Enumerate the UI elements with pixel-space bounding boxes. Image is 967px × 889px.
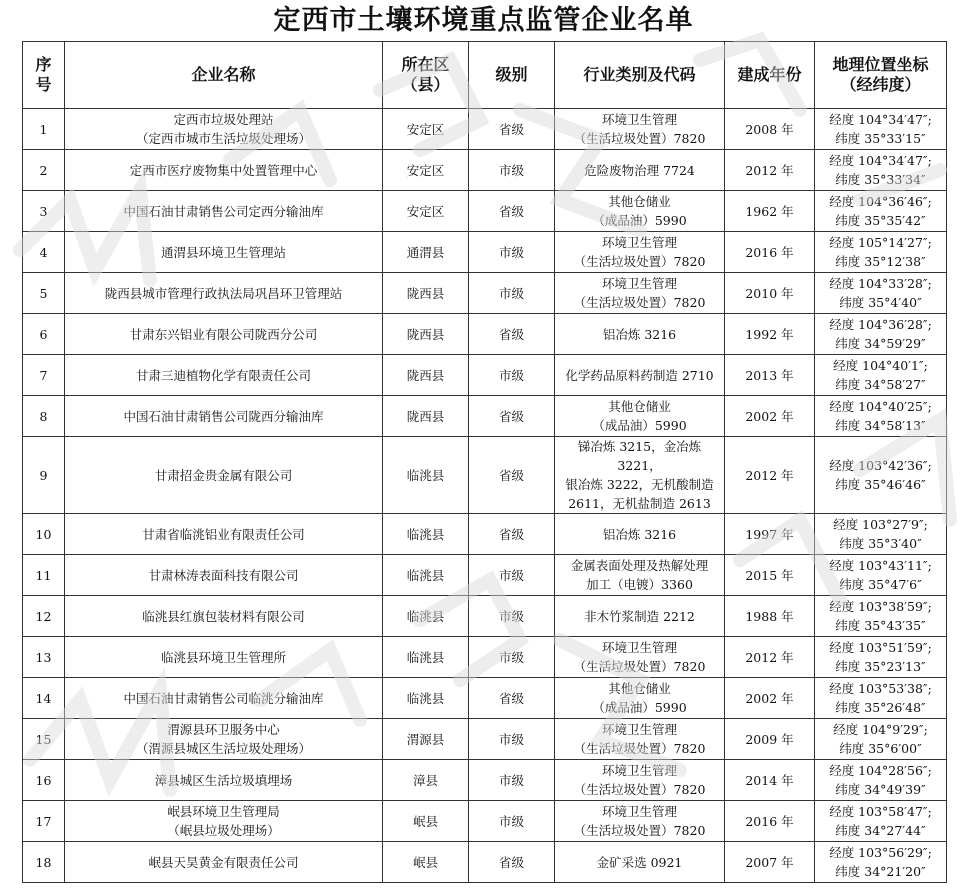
cell-seq: 13 xyxy=(23,637,65,678)
cell-district: 岷县 xyxy=(383,842,469,883)
cell-industry: 环境卫生管理 （生活垃圾处置）7820 xyxy=(555,801,725,842)
cell-name: 临洮县环境卫生管理所 xyxy=(65,637,383,678)
cell-level: 市级 xyxy=(469,232,555,273)
cell-year: 1962 年 xyxy=(725,191,815,232)
cell-year: 2016 年 xyxy=(725,801,815,842)
cell-district: 安定区 xyxy=(383,191,469,232)
cell-seq: 7 xyxy=(23,355,65,396)
cell-seq: 8 xyxy=(23,396,65,437)
cell-coords: 经度 104°40′1″; 纬度 34°58′27″ xyxy=(815,355,947,396)
cell-coords: 经度 105°14′27″; 纬度 35°12′38″ xyxy=(815,232,947,273)
cell-coords: 经度 104°34′47″; 纬度 35°33′34″ xyxy=(815,150,947,191)
cell-name: 岷县环境卫生管理局 （岷县垃圾处理场） xyxy=(65,801,383,842)
cell-name: 岷县天昊黄金有限责任公司 xyxy=(65,842,383,883)
header-seq: 序 号 xyxy=(23,42,65,109)
cell-seq: 3 xyxy=(23,191,65,232)
cell-year: 1997 年 xyxy=(725,514,815,555)
cell-level: 市级 xyxy=(469,555,555,596)
cell-coords: 经度 104°36′46″; 纬度 35°35′42″ xyxy=(815,191,947,232)
cell-seq: 16 xyxy=(23,760,65,801)
cell-district: 临洮县 xyxy=(383,678,469,719)
table-row xyxy=(23,801,947,842)
cell-level: 省级 xyxy=(469,514,555,555)
cell-seq: 2 xyxy=(23,150,65,191)
cell-seq: 10 xyxy=(23,514,65,555)
cell-year: 2010 年 xyxy=(725,273,815,314)
cell-coords: 经度 104°34′47″; 纬度 35°33′15″ xyxy=(815,109,947,150)
cell-industry: 非木竹浆制造 2212 xyxy=(555,596,725,637)
cell-level: 市级 xyxy=(469,637,555,678)
cell-industry: 环境卫生管理 （生活垃圾处置）7820 xyxy=(555,719,725,760)
cell-name: 甘肃省临洮铝业有限责任公司 xyxy=(65,514,383,555)
cell-district: 临洮县 xyxy=(383,437,469,514)
cell-industry: 环境卫生管理 （生活垃圾处置）7820 xyxy=(555,232,725,273)
cell-industry: 化学药品原料药制造 2710 xyxy=(555,355,725,396)
table-row xyxy=(23,719,947,760)
cell-year: 2014 年 xyxy=(725,760,815,801)
header-level: 级别 xyxy=(469,42,555,109)
cell-level: 市级 xyxy=(469,596,555,637)
cell-industry: 危险废物治理 7724 xyxy=(555,150,725,191)
header-year: 建成年份 xyxy=(725,42,815,109)
cell-industry: 锑冶炼 3215，金冶炼 3221， 银冶炼 3222，无机酸制造 2611，无机盐制造 2613 xyxy=(555,437,725,514)
table-row xyxy=(23,314,947,355)
cell-level: 省级 xyxy=(469,842,555,883)
cell-district: 陇西县 xyxy=(383,355,469,396)
cell-year: 2016 年 xyxy=(725,232,815,273)
enterprise-table xyxy=(22,41,947,883)
cell-district: 临洮县 xyxy=(383,514,469,555)
cell-district: 陇西县 xyxy=(383,273,469,314)
cell-coords: 经度 103°42′36″; 纬度 35°46′46″ xyxy=(815,437,947,514)
cell-year: 2012 年 xyxy=(725,150,815,191)
table-row xyxy=(23,273,947,314)
cell-level: 省级 xyxy=(469,314,555,355)
cell-district: 岷县 xyxy=(383,801,469,842)
cell-year: 2012 年 xyxy=(725,637,815,678)
cell-level: 省级 xyxy=(469,437,555,514)
cell-level: 市级 xyxy=(469,801,555,842)
cell-coords: 经度 103°58′47″; 纬度 34°27′44″ xyxy=(815,801,947,842)
table-row xyxy=(23,437,947,514)
header-industry: 行业类别及代码 xyxy=(555,42,725,109)
cell-coords: 经度 103°53′38″; 纬度 35°26′48″ xyxy=(815,678,947,719)
cell-district: 渭源县 xyxy=(383,719,469,760)
cell-seq: 1 xyxy=(23,109,65,150)
cell-coords: 经度 104°9′29″; 纬度 35°6′00″ xyxy=(815,719,947,760)
cell-level: 省级 xyxy=(469,109,555,150)
table-row xyxy=(23,637,947,678)
header-row xyxy=(23,42,947,109)
cell-seq: 11 xyxy=(23,555,65,596)
cell-name: 甘肃三迪植物化学有限责任公司 xyxy=(65,355,383,396)
cell-coords: 经度 103°27′9″; 纬度 35°3′40″ xyxy=(815,514,947,555)
table-row xyxy=(23,232,947,273)
cell-level: 市级 xyxy=(469,355,555,396)
table-row xyxy=(23,191,947,232)
table-row xyxy=(23,355,947,396)
cell-name: 定西市垃圾处理站 （定西市城市生活垃圾处理场） xyxy=(65,109,383,150)
cell-district: 安定区 xyxy=(383,109,469,150)
cell-seq: 9 xyxy=(23,437,65,514)
cell-name: 甘肃东兴铝业有限公司陇西分公司 xyxy=(65,314,383,355)
cell-coords: 经度 104°40′25″; 纬度 34°58′13″ xyxy=(815,396,947,437)
cell-level: 市级 xyxy=(469,150,555,191)
cell-industry: 其他仓储业 （成品油）5990 xyxy=(555,396,725,437)
cell-industry: 金属表面处理及热解处理 加工（电镀）3360 xyxy=(555,555,725,596)
cell-district: 陇西县 xyxy=(383,314,469,355)
cell-industry: 环境卫生管理 （生活垃圾处置）7820 xyxy=(555,273,725,314)
table-body xyxy=(23,109,947,883)
cell-name: 陇西县城市管理行政执法局巩昌环卫管理站 xyxy=(65,273,383,314)
cell-year: 2015 年 xyxy=(725,555,815,596)
table-row xyxy=(23,514,947,555)
cell-year: 2009 年 xyxy=(725,719,815,760)
cell-seq: 18 xyxy=(23,842,65,883)
header-coords: 地理位置坐标 （经纬度） xyxy=(815,42,947,109)
cell-name: 中国石油甘肃销售公司陇西分输油库 xyxy=(65,396,383,437)
cell-level: 省级 xyxy=(469,191,555,232)
table-row xyxy=(23,678,947,719)
cell-year: 2007 年 xyxy=(725,842,815,883)
cell-name: 中国石油甘肃销售公司临洮分输油库 xyxy=(65,678,383,719)
table-row xyxy=(23,396,947,437)
cell-coords: 经度 104°28′56″; 纬度 34°49′39″ xyxy=(815,760,947,801)
page-title: 定西市土壤环境重点监管企业名单 xyxy=(273,5,694,36)
table-row xyxy=(23,760,947,801)
cell-year: 1992 年 xyxy=(725,314,815,355)
cell-district: 陇西县 xyxy=(383,396,469,437)
cell-seq: 15 xyxy=(23,719,65,760)
table-row xyxy=(23,109,947,150)
cell-seq: 17 xyxy=(23,801,65,842)
cell-district: 临洮县 xyxy=(383,637,469,678)
cell-industry: 其他仓储业 （成品油）5990 xyxy=(555,678,725,719)
cell-industry: 环境卫生管理 （生活垃圾处置）7820 xyxy=(555,760,725,801)
cell-year: 2013 年 xyxy=(725,355,815,396)
cell-name: 甘肃招金贵金属有限公司 xyxy=(65,437,383,514)
cell-seq: 5 xyxy=(23,273,65,314)
cell-level: 市级 xyxy=(469,273,555,314)
cell-name: 漳县城区生活垃圾填埋场 xyxy=(65,760,383,801)
cell-name: 临洮县红旗包装材料有限公司 xyxy=(65,596,383,637)
cell-seq: 14 xyxy=(23,678,65,719)
cell-level: 省级 xyxy=(469,678,555,719)
cell-coords: 经度 104°36′28″; 纬度 34°59′29″ xyxy=(815,314,947,355)
cell-year: 2012 年 xyxy=(725,437,815,514)
cell-name: 中国石油甘肃销售公司定西分输油库 xyxy=(65,191,383,232)
cell-industry: 环境卫生管理 （生活垃圾处置）7820 xyxy=(555,637,725,678)
cell-industry: 环境卫生管理 （生活垃圾处置）7820 xyxy=(555,109,725,150)
cell-district: 临洮县 xyxy=(383,555,469,596)
cell-name: 渭源县环卫服务中心 （渭源县城区生活垃圾处理场） xyxy=(65,719,383,760)
cell-level: 市级 xyxy=(469,760,555,801)
cell-name: 定西市医疗废物集中处置管理中心 xyxy=(65,150,383,191)
cell-industry: 铝冶炼 3216 xyxy=(555,514,725,555)
cell-district: 通渭县 xyxy=(383,232,469,273)
cell-district: 临洮县 xyxy=(383,596,469,637)
cell-name: 通渭县环境卫生管理站 xyxy=(65,232,383,273)
cell-district: 漳县 xyxy=(383,760,469,801)
cell-coords: 经度 103°38′59″; 纬度 35°43′35″ xyxy=(815,596,947,637)
table-row xyxy=(23,555,947,596)
cell-seq: 6 xyxy=(23,314,65,355)
cell-coords: 经度 103°51′59″; 纬度 35°23′13″ xyxy=(815,637,947,678)
table-row xyxy=(23,150,947,191)
table-row xyxy=(23,842,947,883)
cell-name: 甘肃林涛表面科技有限公司 xyxy=(65,555,383,596)
header-name: 企业名称 xyxy=(65,42,383,109)
cell-year: 2002 年 xyxy=(725,396,815,437)
cell-seq: 4 xyxy=(23,232,65,273)
cell-year: 2002 年 xyxy=(725,678,815,719)
cell-coords: 经度 103°43′11″; 纬度 35°47′6″ xyxy=(815,555,947,596)
header-district: 所在区 （县） xyxy=(383,42,469,109)
cell-industry: 铝冶炼 3216 xyxy=(555,314,725,355)
table-row xyxy=(23,596,947,637)
cell-level: 省级 xyxy=(469,396,555,437)
cell-coords: 经度 104°33′28″; 纬度 35°4′40″ xyxy=(815,273,947,314)
cell-industry: 金矿采选 0921 xyxy=(555,842,725,883)
cell-year: 1988 年 xyxy=(725,596,815,637)
cell-district: 安定区 xyxy=(383,150,469,191)
cell-year: 2008 年 xyxy=(725,109,815,150)
cell-level: 市级 xyxy=(469,719,555,760)
cell-seq: 12 xyxy=(23,596,65,637)
cell-coords: 经度 103°56′29″; 纬度 34°21′20″ xyxy=(815,842,947,883)
cell-industry: 其他仓储业 （成品油）5990 xyxy=(555,191,725,232)
